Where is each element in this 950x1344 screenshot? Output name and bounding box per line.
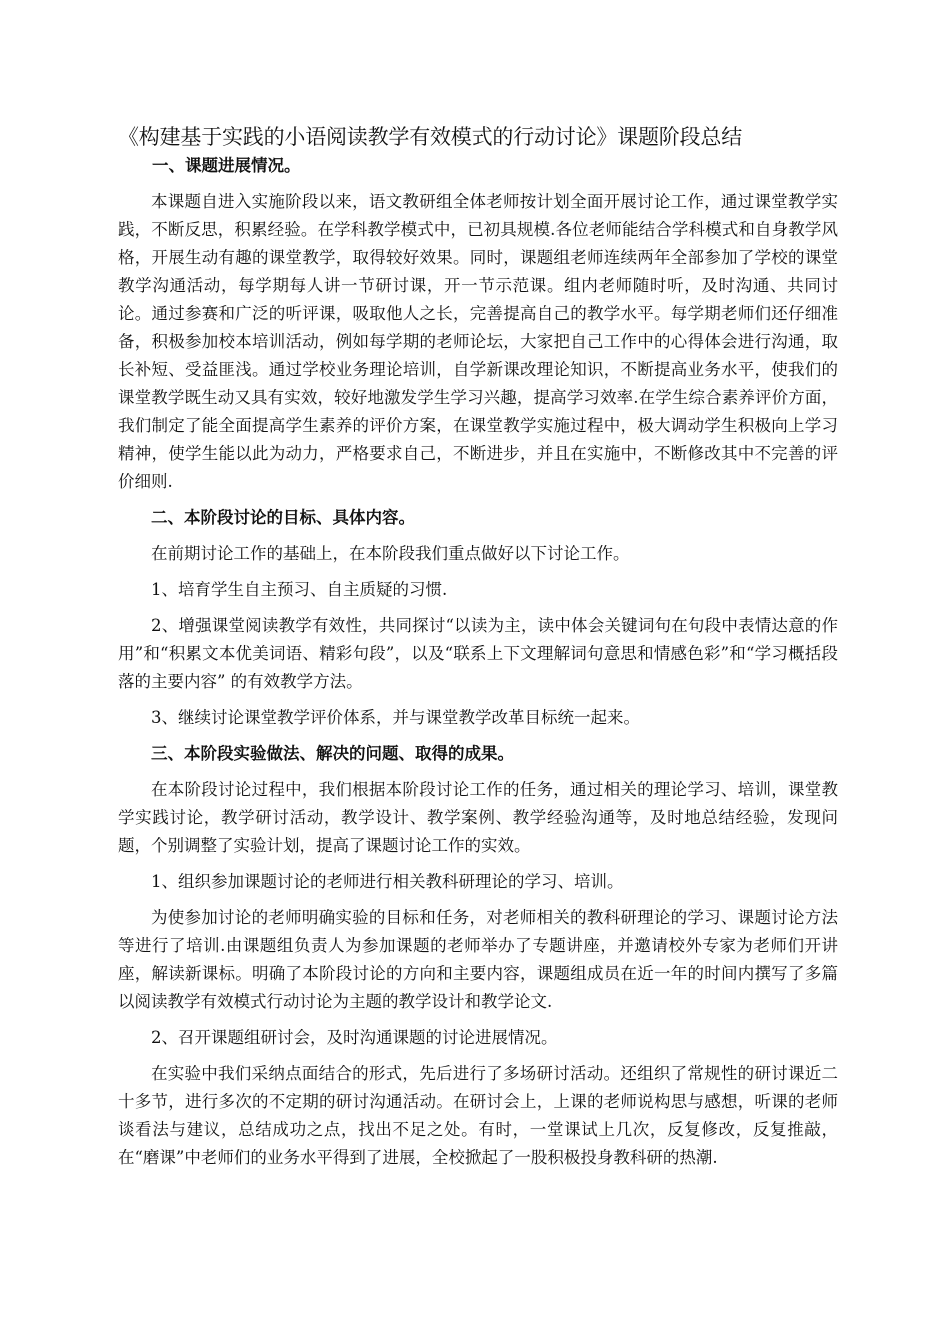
paragraph-seminar-detail: 在实验中我们采纳点面结合的形式，先后进行了多场研讨活动。还组织了常规性的研讨课近二十多节，进行多次的不定期的研讨沟通活动。在研讨会上，上课的老师说构思与感想，听课的老师谈看法与建议，总结成功之点，找出不足之处。有时，一堂课试上几次，反复修改，反复推敲，在“磨课”中老师们的业务水平得到了进展，全校掀起了一股积极投身教科研的热潮. bbox=[118, 1064, 838, 1167]
paragraph-training-heading: 1、组织参加课题讨论的老师进行相关教科研理论的学习、培训。 bbox=[151, 872, 624, 891]
document-title: 《构建基于实践的小语阅读教学有效模式的行动讨论》课题阶段总结 bbox=[118, 125, 742, 149]
section-heading-goals: 二、本阶段讨论的目标、具体内容。 bbox=[151, 508, 415, 527]
paragraph-goals-intro: 在前期讨论工作的基础上，在本阶段我们重点做好以下讨论工作。 bbox=[151, 544, 630, 563]
section-heading-results: 三、本阶段实验做法、解决的问题、取得的成果。 bbox=[151, 744, 514, 763]
paragraph-progress: 本课题自进入实施阶段以来，语文教研组全体老师按计划全面开展讨论工作，通过课堂教学实践，不断反思，积累经验。在学科教学模式中，已初具规模.各位老师能结合学科模式和自身教学风格，开展生动有趣的课堂教学，取得较好效果。同时，课题组老师连续两年全部参加了学校的课堂教学沟通活动，每学期每人讲一节研讨课，开一节示范课。组内老师随时听，及时沟通、共同讨论。通过参赛和广泛的听评课，吸取他人之长，完善提高自己的教学水平。每学期老师们还仔细准备，积极参加校本培训活动，例如每学期的老师论坛，大家把自己工作中的心得体会进行沟通，取长补短、受益匪浅。通过学校业务理论培训，自学新课改理论知识，不断提高业务水平，使我们的课堂教学既生动又具有实效，较好地激发学生学习兴趣，提高学习效率.在学生综合素养评价方面，我们制定了能全面提高学生素养的评价方案，在课堂教学实施过程中，极大调动学生积极向上学习精神，使学生能以此为动力，严格要求自己，不断进步，并且在实施中，不断修改其中不完善的评价细则. bbox=[118, 192, 838, 491]
paragraph-goal-2: 2、增强课堂阅读教学有效性，共同探讨“以读为主，读中体会关键词句在句段中表情达意的作用”和“积累文本优美词语、精彩句段”，以及“联系上下文理解词句意思和情感色彩”和“学习概括段落的主要内容” 的有效教学方法。 bbox=[118, 616, 838, 691]
paragraph-results-intro: 在本阶段讨论过程中，我们根据本阶段讨论工作的任务，通过相关的理论学习、培训，课堂教学实践讨论，教学研讨活动，教学设计、教学案例、教学经验沟通等，及时地总结经验，发现问题，个别调整了实验计划，提高了课题讨论工作的实效。 bbox=[118, 780, 838, 855]
document-body bbox=[118, 152, 838, 1172]
paragraph-goal-3: 3、继续讨论课堂教学评价体系，并与课堂教学改革目标统一起来。 bbox=[151, 708, 640, 727]
paragraph-training-detail: 为使参加讨论的老师明确实验的目标和任务，对老师相关的教科研理论的学习、课题讨论方法等进行了培训.由课题组负责人为参加课题的老师举办了专题讲座，并邀请校外专家为老师们开讲座，解读新课标。明确了本阶段讨论的方向和主要内容，课题组成员在近一年的时间内撰写了多篇以阅读教学有效模式行动讨论为主题的教学设计和教学论文. bbox=[118, 908, 838, 1011]
paragraph-goal-1: 1、培育学生自主预习、自主质疑的习惯. bbox=[151, 580, 448, 599]
paragraph-seminar-heading: 2、召开课题组研讨会，及时沟通课题的讨论进展情况。 bbox=[151, 1028, 558, 1047]
section-heading-progress: 一、课题进展情况。 bbox=[152, 156, 301, 175]
